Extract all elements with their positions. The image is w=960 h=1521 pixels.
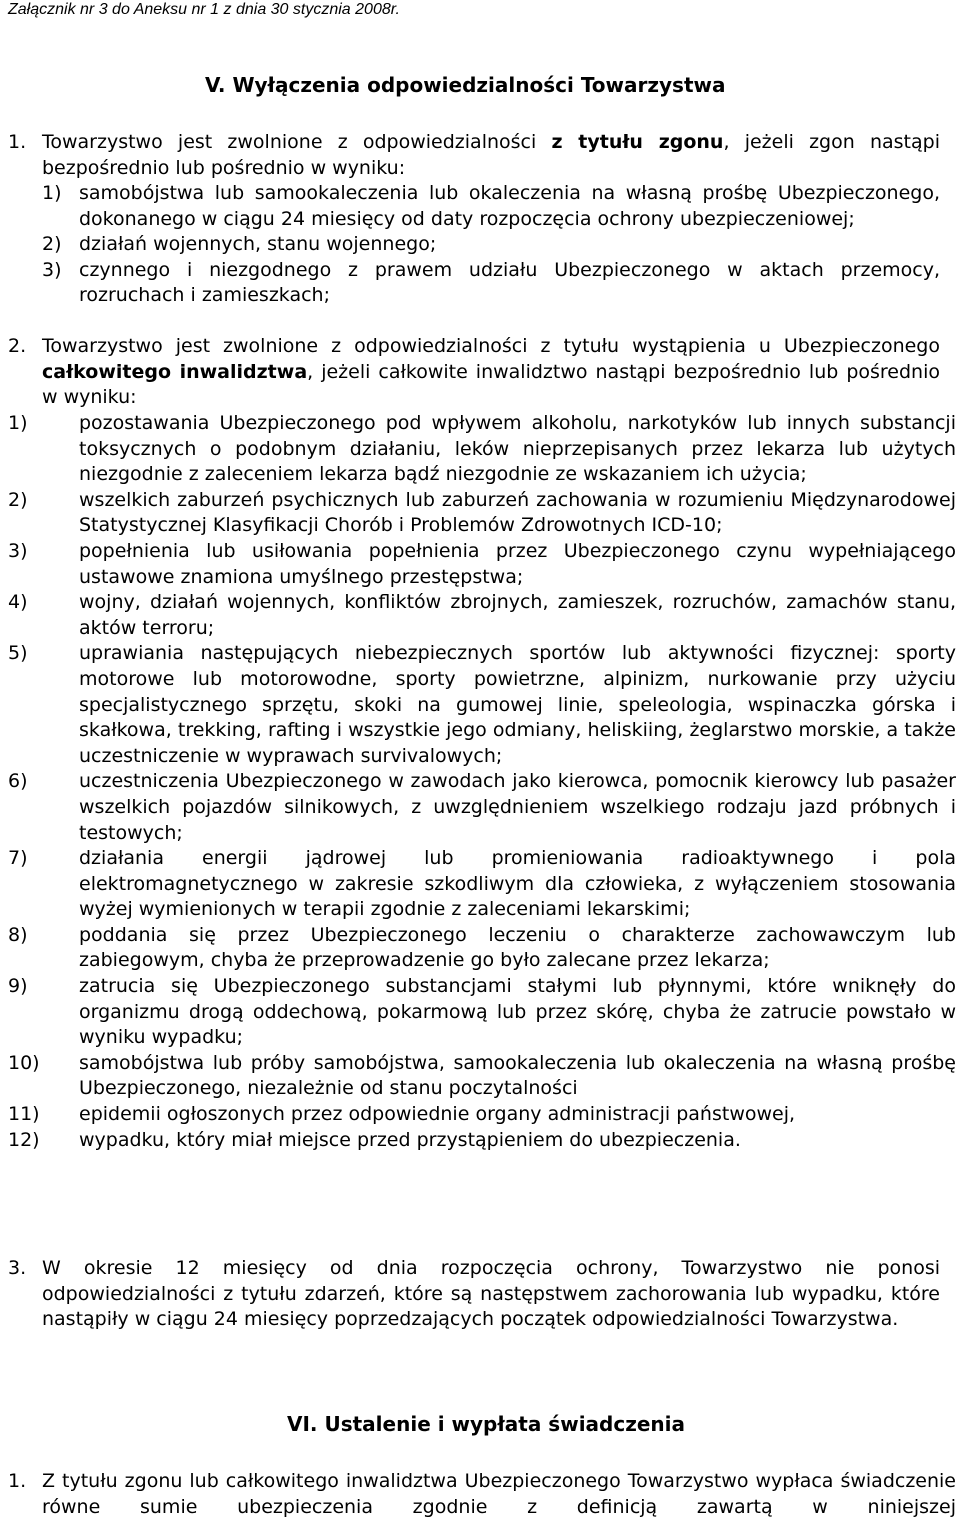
bold-term-disability: całkowitego inwalidztwa [42, 360, 308, 383]
text-run: , jeżeli zgon nastąpi bezpośrednio lub pośrednio w wyniku: [42, 131, 940, 179]
list-item-number: 5) [8, 642, 28, 665]
list-item-number: 1) [42, 182, 62, 204]
bold-term-death: z tytułu zgonu [551, 131, 724, 153]
list-item-text: działania energii jądrowej lub promieniowania radioaktywnego i pola elektromagnetycznego w zakresie szkodliwym dla człowieka, z wyłączeniem stosowania wyżej wymienionych w terapii zgodnie z zaleceniami lekarskimi; [79, 847, 956, 921]
text-run: , jeżeli całkowite inwalidztwo nastąpi bezpośrednio lub pośrednio w wyniku: [42, 360, 940, 409]
text-run: Towarzystwo jest zwolnione z odpowiedzialności [42, 131, 552, 153]
list-item-number: 3) [42, 258, 62, 281]
paragraph-text: Z tytułu zgonu lub całkowitego inwalidztwa Ubezpieczonego Towarzystwo wypłaca świadczenie równe sumie ubezpieczenia zgodnie z definicją zawartą w niniejszej [42, 1470, 956, 1518]
list-item-number: 7) [8, 847, 28, 870]
list-item [42, 232, 940, 258]
list-item [42, 258, 940, 309]
section-title-v: V. Wyłączenia odpowiedzialności Towarzystwa [205, 73, 726, 97]
text-run: Towarzystwo jest zwolnione z odpowiedzialności z tytułu wystąpienia u Ubezpieczonego [42, 335, 940, 357]
list-item-text: czynnego i niezgodnego z prawem udziału Ubezpieczonego w aktach przemocy, rozruchach i zamieszkach; [79, 258, 940, 307]
list-item [8, 539, 956, 590]
list-item-number: 12) [8, 1128, 40, 1151]
list-item [8, 641, 956, 769]
list-item-number: 2) [8, 488, 28, 511]
section-v-paragraph-3 [8, 1256, 940, 1333]
list-item-text: działań wojennych, stanu wojennego; [79, 233, 437, 256]
paragraph-text [42, 334, 940, 411]
document-header: Załącznik nr 3 do Aneksu nr 1 z dnia 30 stycznia 2008r. [8, 1, 400, 18]
list-item-text: wypadku, który miał miejsce przed przystąpieniem do ubezpieczenia. [79, 1128, 741, 1151]
list-item-number: 1) [8, 412, 28, 434]
list-item-number: 2) [42, 233, 62, 256]
paragraph-number: 1. [8, 131, 27, 153]
list-item [8, 590, 956, 641]
list-item-number: 11) [8, 1103, 40, 1126]
list-item-number: 10) [8, 1051, 40, 1074]
paragraph-text: W okresie 12 miesięcy od dnia rozpoczęcia ochrony, Towarzystwo nie ponosi odpowiedzialności z tytułu zdarzeń, które są następstwem zachorowania lub wypadku, które nastąpiły w ciągu 24 miesięcy poprzedzających początek odpowiedzialności Towarzystwa. [42, 1257, 940, 1331]
section-v-paragraph-1 [8, 130, 940, 181]
list-item [8, 1102, 956, 1128]
list-item-text: uprawiania następujących niebezpiecznych sportów lub aktywności fizycznej: sporty motorowe lub motorowodne, sporty powietrzne, alpinizm, nurkowanie przy użyciu specjalistycznego sprzętu, skoki na gumowej linie, speleologia, wspinaczka górska i skałkowa, trekking, rafting i wszystkie jego odmiany, heliskiing, żeglarstwo morskie, a także uczestniczenie w wyprawach survivalowych; [79, 642, 956, 767]
list-item-number: 4) [8, 591, 28, 614]
list-item [8, 488, 956, 539]
paragraph-number: 1. [8, 1470, 27, 1492]
list-item [8, 974, 956, 1051]
list-item-number: 9) [8, 975, 28, 998]
list-item [8, 1051, 956, 1102]
list-item-text: pozostawania Ubezpieczonego pod wpływem alkoholu, narkotyków lub innych substancji toksycznych o podobnym działaniu, leków nieprzepisanych przez lekarza lub użytych niezgodnie z zaleceniem lekarza bądź niezgodnie ze wskazaniem ich użycia; [79, 412, 956, 486]
section-v-p1-list [42, 181, 940, 309]
list-item-text: poddania się przez Ubezpieczonego leczeniu o charakterze zachowawczym lub zabiegowym, chyba że przeprowadzenie go było zalecane przez lekarza; [79, 923, 956, 972]
list-item [8, 769, 956, 846]
list-item-number: 3) [8, 539, 28, 562]
paragraph-number: 3. [8, 1257, 27, 1279]
list-item [8, 846, 956, 923]
paragraph-text [42, 130, 940, 181]
section-v-p2-list [8, 411, 956, 1153]
list-item-text: wszelkich zaburzeń psychicznych lub zaburzeń zachowania w rozumieniu Międzynarodowej Statystycznej Klasyfikacji Chorób i Problemów Zdrowotnych ICD-10; [79, 488, 956, 537]
list-item-text: uczestniczenia Ubezpieczonego w zawodach jako kierowca, pomocnik kierowcy lub pasażer wszelkich pojazdów silnikowych, z uwzględnieniem wszelkiego rodzaju jazd próbnych i testowych; [79, 770, 956, 844]
list-item [8, 411, 956, 488]
paragraph-number: 2. [8, 335, 27, 357]
section-v-paragraph-2 [8, 334, 940, 411]
list-item-text: zatrucia się Ubezpieczonego substancjami stałymi lub płynnymi, które wniknęły do organizmu drogą oddechową, pokarmową lub przez skórę, chyba że zatrucie powstało w wyniku wypadku; [79, 975, 956, 1049]
section-title-vi: VI. Ustalenie i wypłata świadczenia [287, 1412, 686, 1436]
list-item [42, 181, 940, 232]
list-item-text: popełnienia lub usiłowania popełnienia przez Ubezpieczonego czynu wypełniającego ustawowe znamiona umyślnego przestępstwa; [79, 539, 956, 588]
list-item-text: epidemii ogłoszonych przez odpowiednie organy administracji państwowej, [79, 1103, 796, 1126]
list-item [8, 1128, 956, 1154]
list-item-text: samobójstwa lub próby samobójstwa, samookaleczenia lub okaleczenia na własną prośbę Ubezpieczonego, niezależnie od stanu poczytalności [79, 1051, 956, 1100]
list-item-number: 8) [8, 923, 28, 946]
list-item-text: samobójstwa lub samookaleczenia lub okaleczenia na własną prośbę Ubezpieczonego, dokonanego w ciągu 24 miesięcy od daty rozpoczęcia ochrony ubezpieczeniowej; [79, 182, 940, 230]
section-vi-paragraph-1 [8, 1469, 956, 1520]
list-item [8, 923, 956, 974]
list-item-text: wojny, działań wojennych, konfliktów zbrojnych, zamieszek, rozruchów, zamachów stanu, aktów terroru; [79, 591, 956, 639]
list-item-number: 6) [8, 770, 28, 793]
